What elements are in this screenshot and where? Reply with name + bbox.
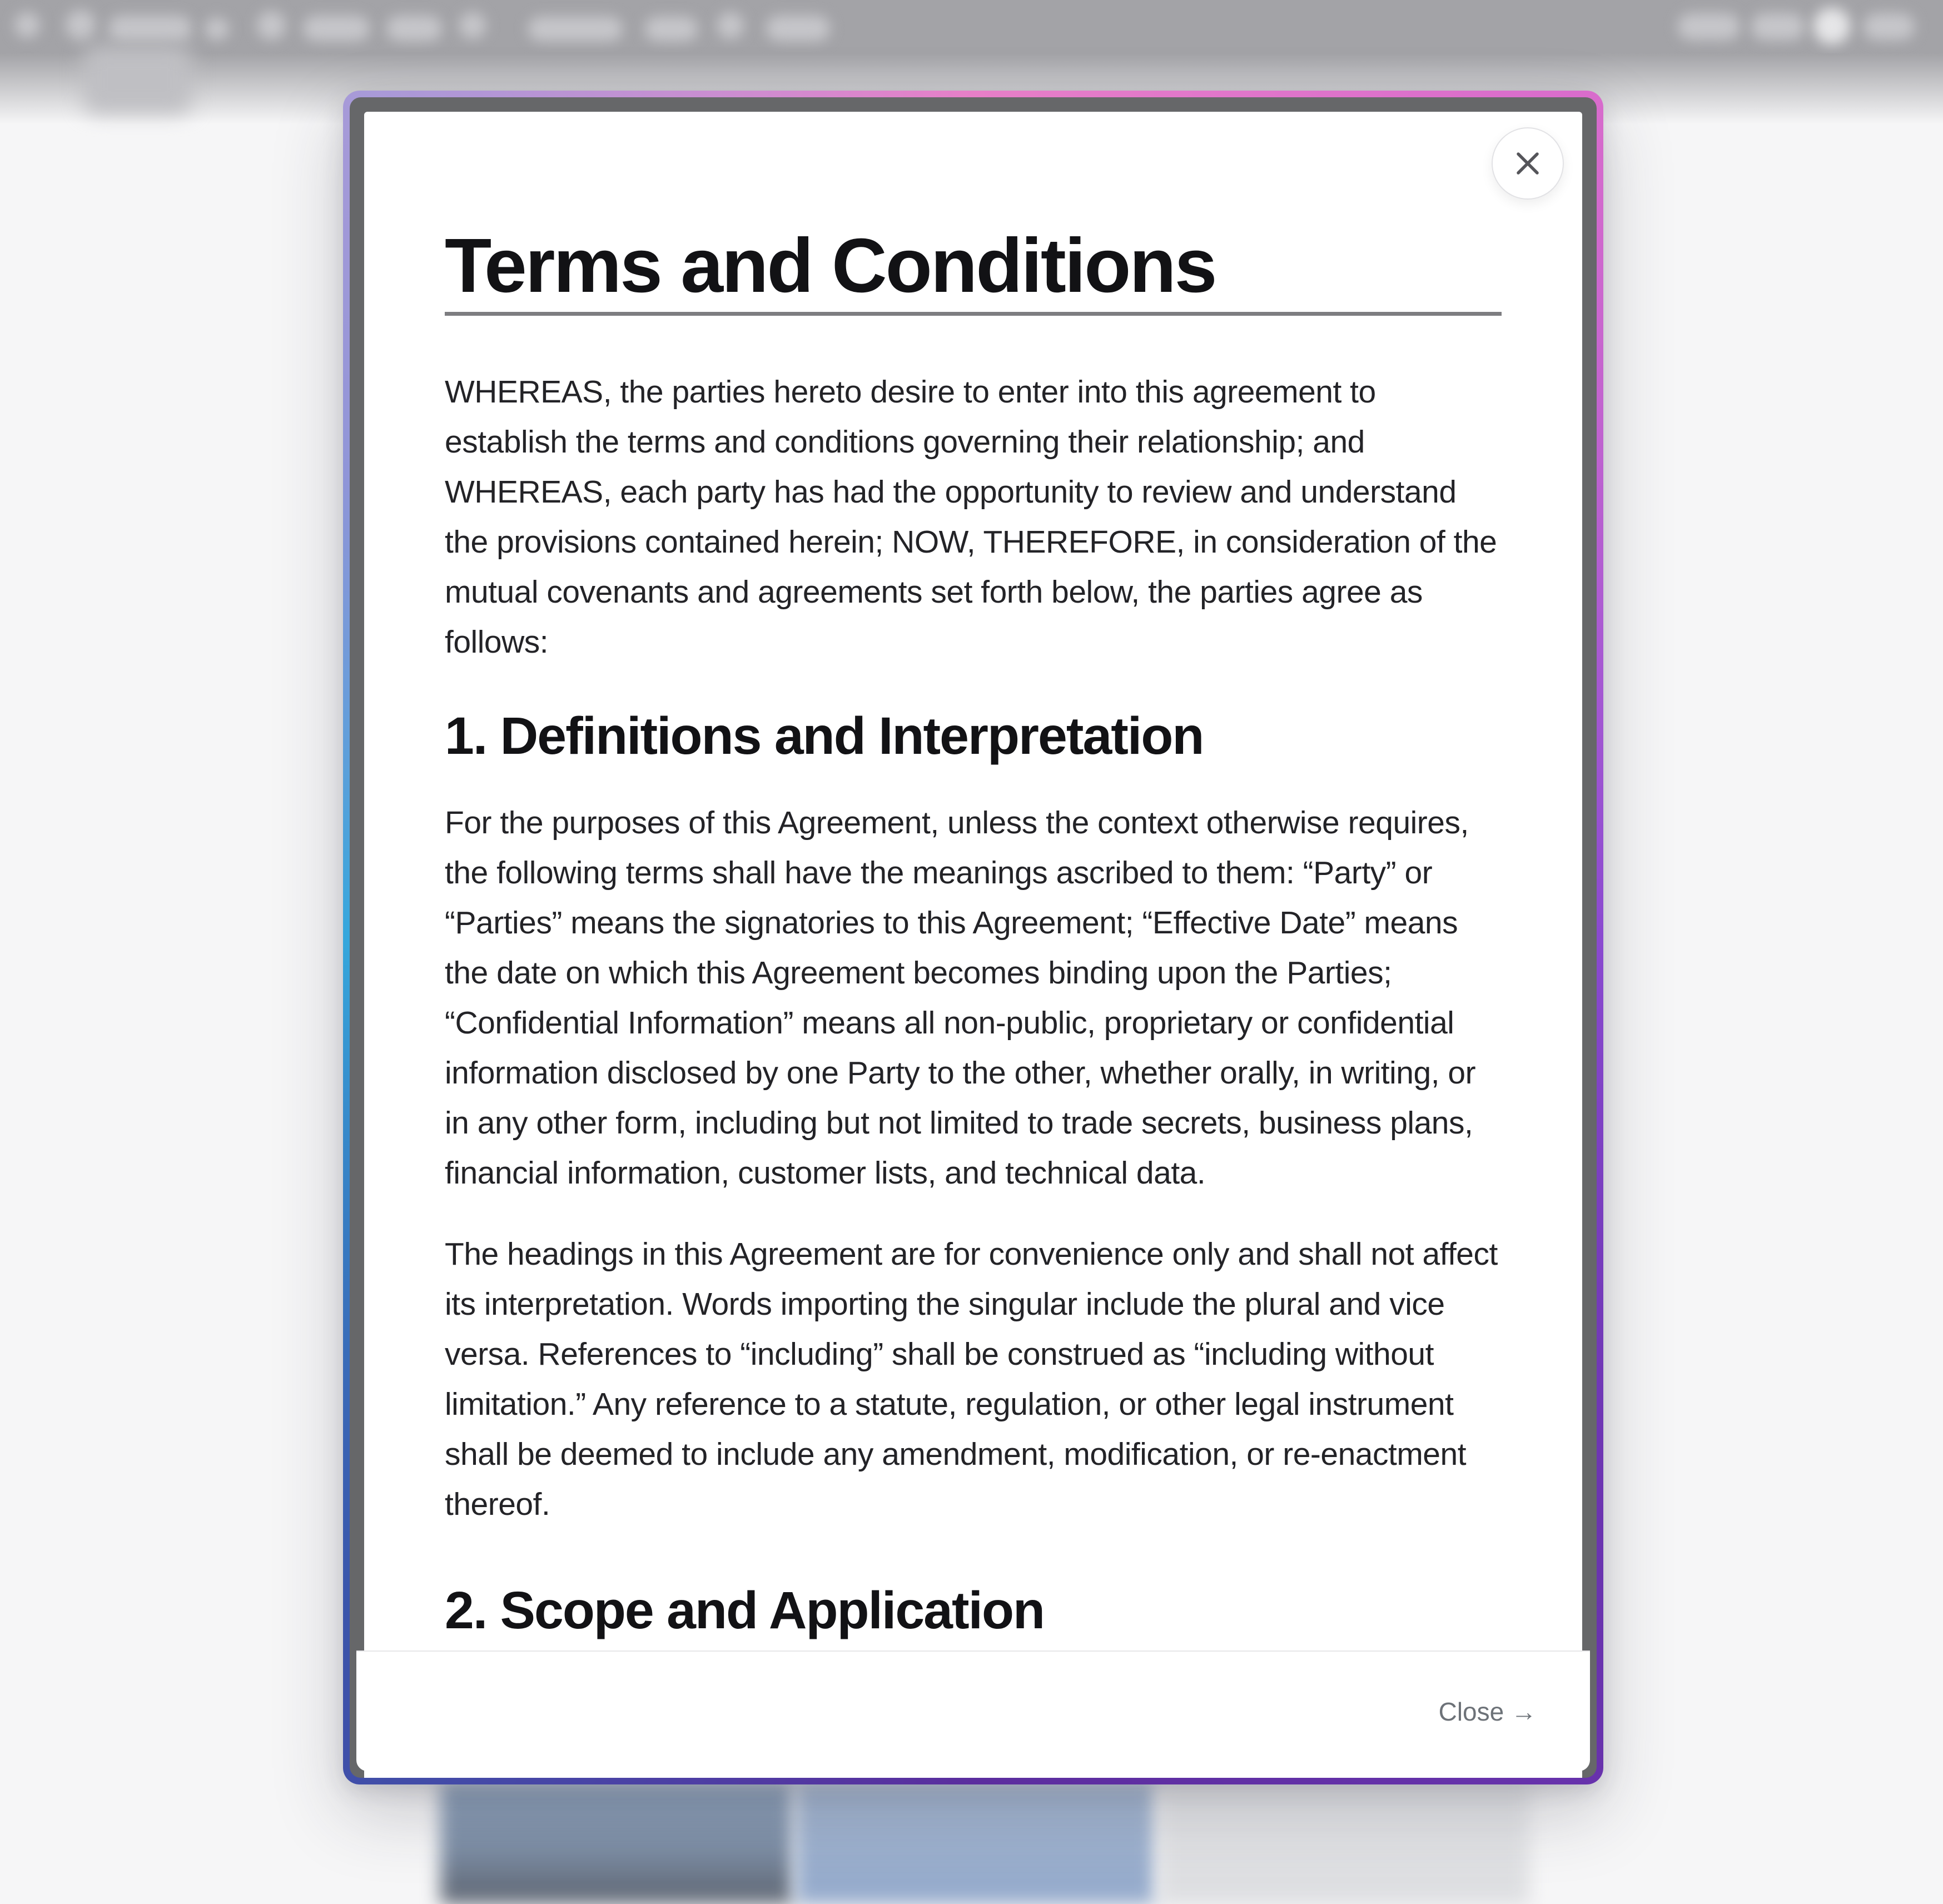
terms-document [364,112,1582,1642]
blurred-photo-middle [796,1782,1155,1904]
blurred-photo-left [440,1782,793,1904]
toolbar-blob [1864,13,1915,40]
modal-title: Terms and Conditions [445,227,1502,316]
close-icon [1514,150,1541,177]
toolbar-blob [717,12,744,39]
toolbar-blob [766,16,830,41]
section-2-heading: 2. Scope and Application [445,1581,1045,1640]
toolbar-blob [303,16,370,41]
modal-scroll-area[interactable] [364,112,1582,1778]
toolbar-blob [386,16,442,41]
close-button[interactable] [1492,127,1564,200]
toolbar-blob [66,10,96,40]
toolbar-blob [1751,13,1805,40]
section-1-heading: 1. Definitions and Interpretation [445,707,1204,765]
footer-close-button[interactable]: Close → [1438,1697,1537,1726]
toolbar-blob [205,18,229,40]
intro-paragraph: WHEREAS, the parties hereto desire to enter into this agreement to establish the terms and conditions governing their relationship; and WHEREAS, each party has had the opportunity to review and understand the provisions contained herein; NOW, THEREFORE, in consideration of the mutual covenants and agreements set forth below, the parties agree as follows: [445,374,1497,660]
blurred-photo-right [1159,1782,1529,1904]
toolbar-blob [1678,13,1740,40]
modal-frame [350,97,1597,1778]
toolbar-blob [528,17,623,41]
toolbar-blob [257,11,286,40]
blurred-toolbar [0,0,1943,53]
terms-modal [343,91,1603,1784]
toolbar-avatar-blob [1813,8,1850,44]
modal-footer [356,1651,1590,1771]
section-1-paragraph-2: The headings in this Agreement are for convenience only and shall not affect its interpretation. Words importing the singular include the plural and vice versa. References to “including” shall be construed as “including without limitation.” Any reference to a statute, regulation, or other legal instrument shall be deemed to include any amendment, modification, or re-enactment thereof. [445,1236,1498,1523]
section-1-paragraph-1: For the purposes of this Agreement, unless the context otherwise requires, the following terms shall have the meanings ascribed to them: “Party” or “Parties” means the signatories to this Agreement; “Effective Date” means the date on which this Agreement becomes binding upon the Parties; “Confidential Information” means all non-public, proprietary or confidential information disclosed by one Party to the other, whether orally, in writing, or in any other form, including but not limited to trade secrets, business plans, financial information, customer lists, and technical data. [445,805,1476,1191]
toolbar-blob [645,17,698,41]
toolbar-blob [108,16,192,41]
blurred-dropdown-blob [83,46,192,113]
toolbar-blob [14,12,40,38]
toolbar-blob [459,12,486,39]
